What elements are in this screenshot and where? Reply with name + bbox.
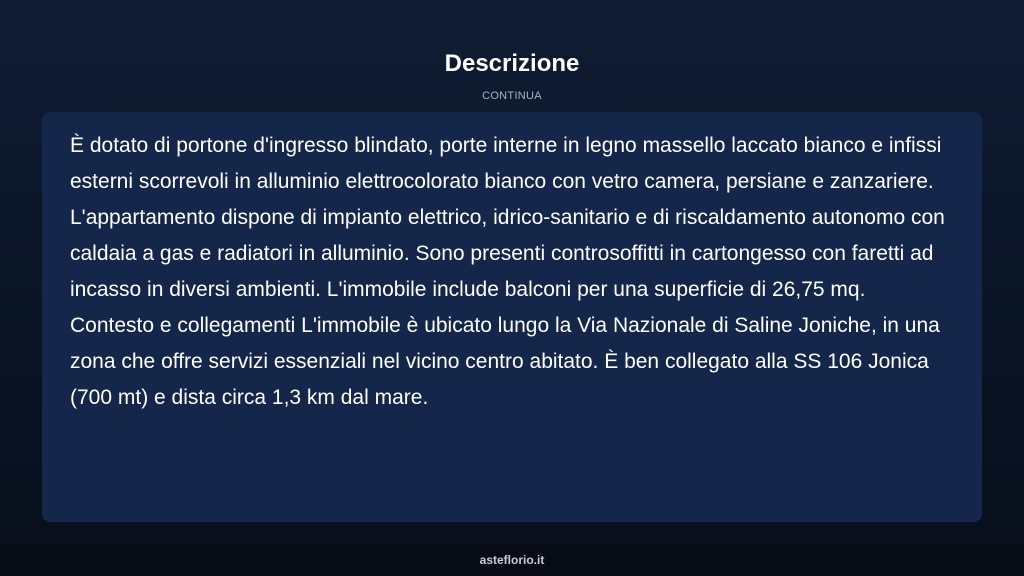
footer-site-name: asteflorio.it [479, 553, 545, 567]
page-subtitle: CONTINUA [482, 90, 542, 102]
page-title: Descrizione [444, 50, 580, 77]
footer-bar [0, 544, 1024, 576]
description-card [42, 112, 982, 522]
description-text: È dotato di portone d'ingresso blindato, porte interne in legno massello laccato bianco e infissi esterni scorrevoli in alluminio elettrocolorato bianco con vetro camera, persiane e zanzariere. L'appartamento dispone di impianto elettrico, idrico-sanitario e di riscaldamento autonomo con caldaia a gas e radiatori in alluminio. Sono presenti controsoffitti in cartongesso con faretti ad incasso in diversi ambienti. L'immobile include balconi per una superficie di 26,75 mq. Contesto e collegamenti L'immobile è ubicato lungo la Via Nazionale di Saline Joniche, in una zona che offre servizi essenziali nel vicino centro abitato. È ben collegato alla SS 106 Jonica (700 mt) e dista circa 1,3 km dal mare. [70, 134, 945, 409]
